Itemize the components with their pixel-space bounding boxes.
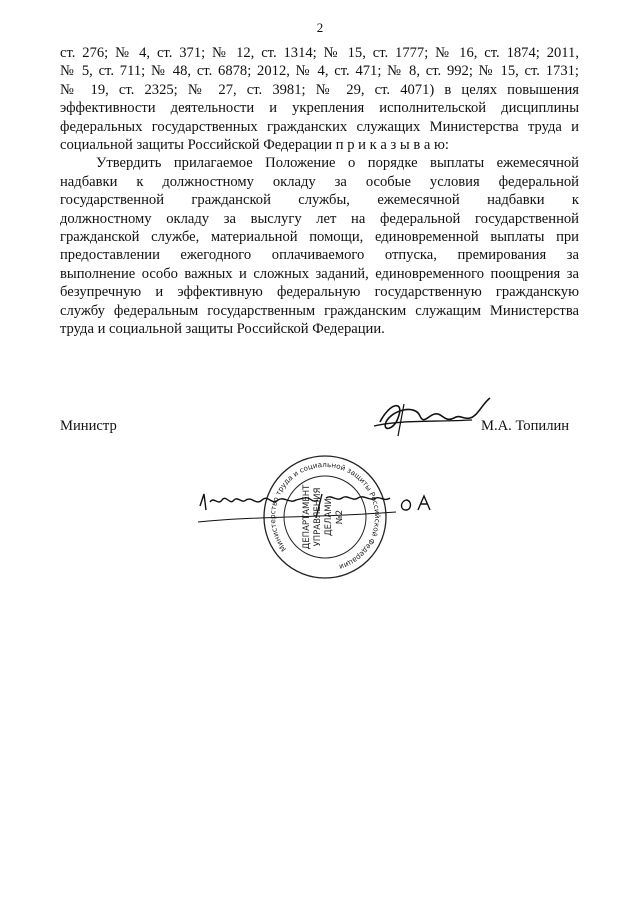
- handwritten-date-note: [196, 488, 441, 528]
- body-line: эффективности деятельности и укрепления исполнительской дисциплины: [60, 100, 579, 117]
- stamp-center-line: УПРАВЛЕНИЯ: [313, 487, 323, 547]
- page-number: 2: [316, 20, 324, 35]
- body-line: предоставлении ежегодного оплачиваемого отпуска, премирования за: [60, 247, 579, 264]
- body-line: службу федеральным государственным гражданским служащим Министерства: [60, 302, 579, 319]
- document-body: [60, 44, 579, 339]
- signatory-title: Министр: [60, 418, 117, 434]
- body-line: выполнение особо важных и сложных заданий, единовременного поощрения за: [60, 265, 579, 282]
- body-line: гражданской службе, материальной помощи, единовременной выплаты при: [60, 229, 579, 246]
- handwritten-signature: [360, 392, 500, 442]
- body-line: федеральных государственных гражданских служащих Министерства труда и: [60, 118, 579, 135]
- body-line: № 5, ст. 711; № 48, ст. 6878; 2012, № 4, ст. 471; № 8, ст. 992; № 15, ст. 1731;: [60, 63, 579, 80]
- stamp-center-line: ДЕЛАМИ: [324, 498, 334, 536]
- stamp-ring-text: Министерство труда и социальной защиты Российской Федерации: [267, 459, 383, 572]
- body-line: социальной защиты Российской Федерации п р и к а з ы в а ю:: [60, 137, 449, 154]
- signatory-name: М.А. Топилин: [481, 418, 570, 434]
- body-line: труда и социальной защиты Российской Федерации.: [60, 321, 385, 338]
- body-line: государственной гражданской службы, ежемесячной надбавки к: [60, 192, 579, 209]
- body-line: должностному окладу за выслугу лет на федеральной государственной: [60, 210, 579, 227]
- stamp-center-line: ДЕПАРТАМЕНТ: [302, 484, 312, 550]
- body-line: надбавки к должностному окладу за особые условия федеральной: [60, 173, 579, 190]
- body-line: безупречную и эффективную федеральную государственную гражданскую: [60, 284, 579, 301]
- body-line: ст. 276; № 4, ст. 371; № 12, ст. 1314; № 15, ст. 1777; № 16, ст. 1874; 2011,: [60, 45, 579, 61]
- body-line: Утвердить прилагаемое Положение о порядке выплаты ежемесячной: [96, 155, 579, 172]
- stamp-center-line: №2: [335, 509, 345, 525]
- body-line: № 19, ст. 2325; № 27, ст. 3981; № 29, ст. 4071) в целях повышения: [60, 81, 579, 98]
